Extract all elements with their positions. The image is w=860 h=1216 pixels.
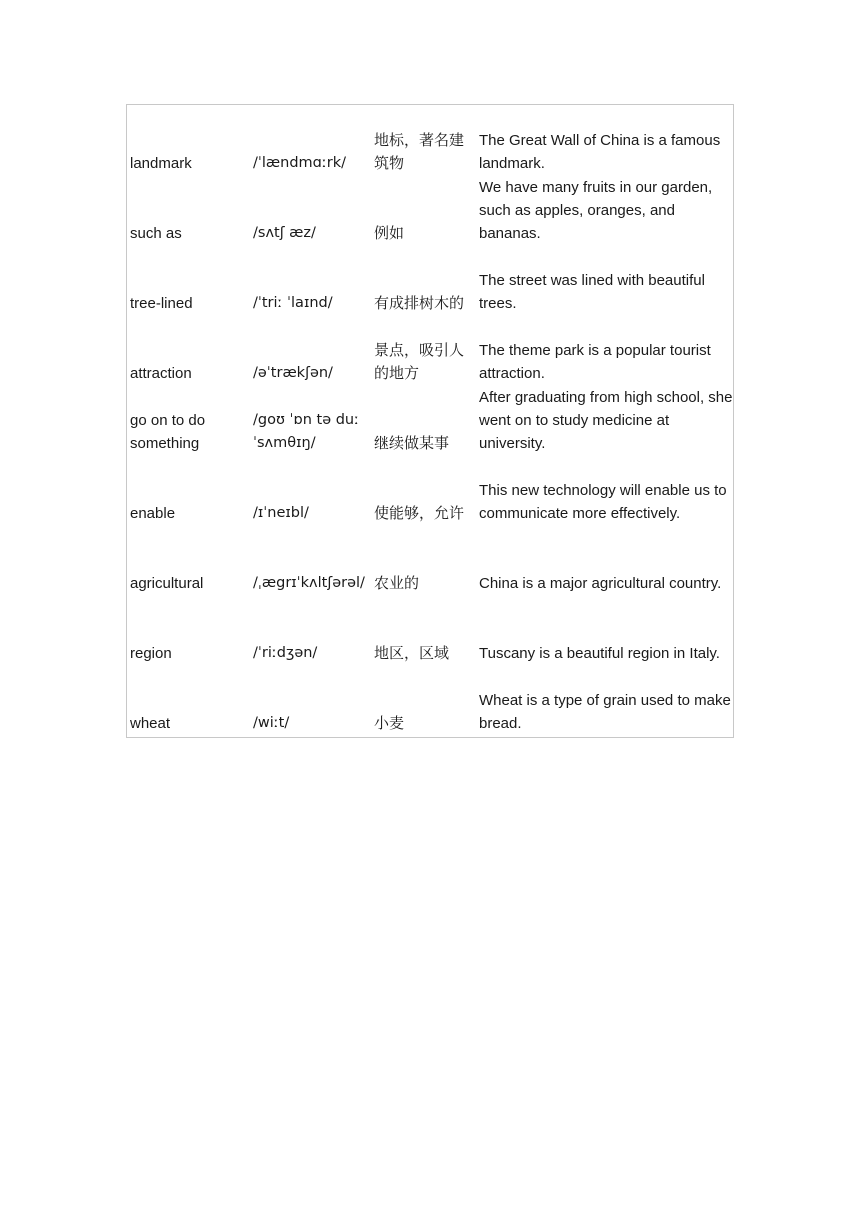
example-cell: Wheat is a type of grain used to make bread. (479, 692, 731, 732)
meaning-cell: 使能够，允许 (374, 504, 465, 522)
example-cell: The theme park is a popular tourist attraction. (479, 342, 711, 382)
example-cell: The street was lined with beautiful trees. (479, 272, 705, 312)
example-cell: We have many fruits in our garden, such as apples, oranges, and bananas. (479, 179, 713, 242)
word-cell: landmark (130, 155, 192, 172)
meaning-cell: 小麦 (374, 714, 405, 732)
table-row (127, 105, 733, 175)
meaning-cell: 地区，区域 (374, 644, 450, 662)
meaning-cell: 农业的 (374, 574, 420, 592)
table-row (127, 175, 733, 245)
phonetic-cell: /sʌtʃ æz/ (253, 225, 316, 241)
example-cell: After graduating from high school, she went on to study medicine at university. (479, 389, 733, 452)
meaning-cell: 景点，吸引人的地方 (374, 341, 465, 382)
word-cell: enable (130, 505, 176, 522)
word-cell: wheat (130, 715, 171, 732)
table-row (127, 245, 733, 315)
table-row (127, 315, 733, 385)
table-row (127, 525, 733, 595)
vocabulary-table (126, 104, 734, 738)
phonetic-cell: /əˈtrækʃən/ (253, 365, 333, 381)
word-cell: such as (130, 225, 182, 242)
word-cell: region (130, 645, 172, 662)
phonetic-cell: /ˌægrɪˈkʌltʃərəl/ (253, 575, 365, 591)
example-cell: The Great Wall of China is a famous landmark. (479, 132, 721, 172)
phonetic-cell: /wiːt/ (253, 715, 290, 731)
phonetic-cell: /goʊ ˈɒn tə duː ˈsʌmθɪŋ/ (253, 412, 360, 451)
word-cell: attraction (130, 365, 192, 382)
phonetic-cell: /ˈriːdʒən/ (253, 645, 318, 661)
example-cell: Tuscany is a beautiful region in Italy. (479, 645, 720, 662)
table-row (127, 455, 733, 525)
example-cell: This new technology will enable us to communicate more effectively. (479, 482, 727, 522)
table-row (127, 385, 733, 455)
word-cell: tree-lined (130, 295, 193, 312)
meaning-cell: 有成排树木的 (374, 294, 465, 312)
phonetic-cell: /ˈlændmɑːrk/ (253, 155, 346, 171)
phonetic-cell: /ˈtriː ˈlaɪnd/ (253, 295, 333, 311)
meaning-cell: 例如 (374, 224, 405, 242)
table-row (127, 665, 733, 735)
word-cell: agricultural (130, 575, 204, 592)
word-cell: go on to do something (130, 412, 206, 452)
table-row (127, 595, 733, 665)
meaning-cell: 地标，著名建筑物 (374, 131, 465, 172)
meaning-cell: 继续做某事 (374, 434, 450, 452)
phonetic-cell: /ɪˈneɪbl/ (253, 505, 309, 521)
example-cell: China is a major agricultural country. (479, 575, 722, 592)
